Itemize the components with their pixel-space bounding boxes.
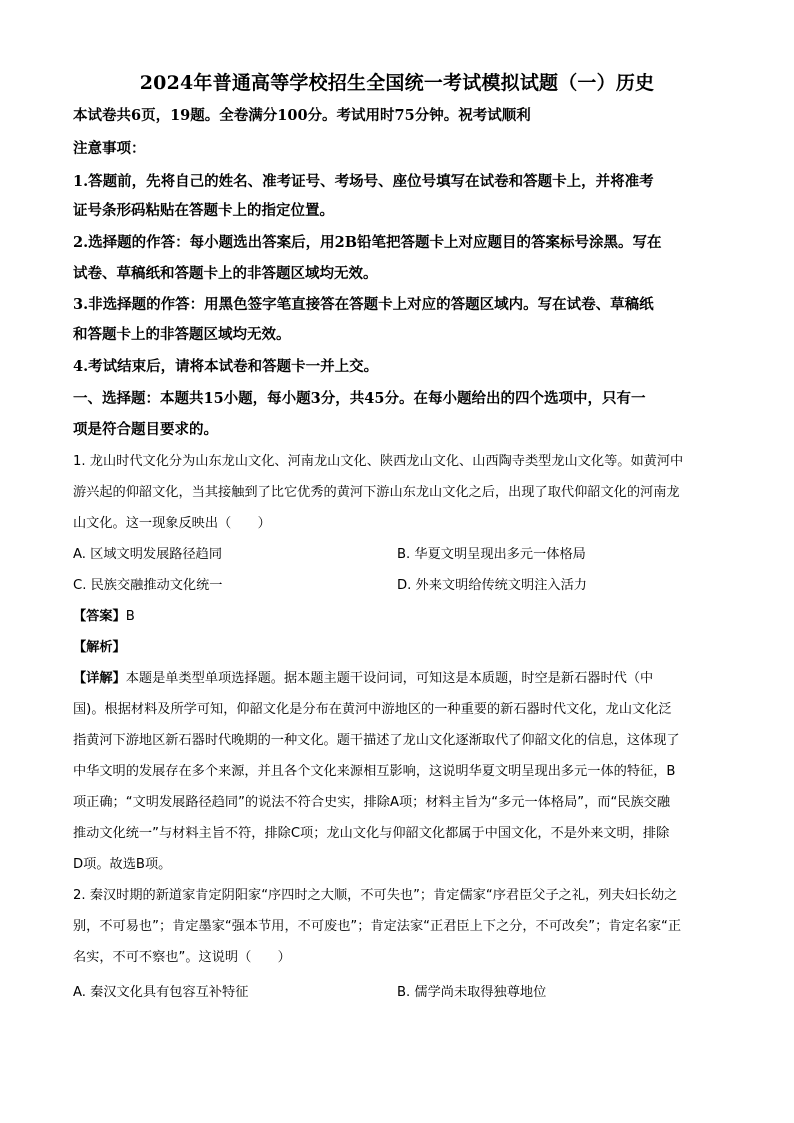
question-1-detail-line-2: 国)。根据材料及所学可知，仰韶文化是分布在黄河中游地区的一种重要的新石器时代文化，龙山文化泛: [73, 702, 672, 717]
answer-tag: 【答案】: [73, 609, 126, 624]
detail-text-1: 本题是单类型单项选择题。据本题主题干设问词，可知这是本质题，时空是新石器时代（中: [125, 671, 654, 686]
section-1-heading-line-2: 项是符合题目要求的。: [73, 421, 218, 438]
notice-2-line-2: 试卷、草稿纸和答题卡上的非答题区域均无效。: [73, 265, 378, 282]
page-title: 2024年普通高等学校招生全国统一考试模拟试题（一）历史: [139, 72, 655, 94]
question-2-stem-line-3: 名实，不可不察也”。这说明（ ）: [73, 950, 291, 965]
detail-tag: 【详解】: [73, 671, 126, 686]
question-1-detail-line-3: 指黄河下游地区新石器时代晚期的一种文化。题干描述了龙山文化逐渐取代了仰韶文化的信息，这体现了: [73, 733, 680, 748]
notice-1-line-1: 1.答题前，先将自己的姓名、准考证号、考场号、座位号填写在试卷和答题卡上，并将准考: [73, 173, 654, 190]
question-1-detail-line-4: 中华文明的发展存在多个来源，并且各个文化来源相互影响，这说明华夏文明呈现出多元一体的特征，B: [73, 764, 676, 779]
notice-3-line-2: 和答题卡上的非答题区域均无效。: [73, 326, 291, 343]
question-1-stem-line-2: 游兴起的仰韶文化，当其接触到了比它优秀的黄河下游山东龙山文化之后，出现了取代仰韶文化的河南龙: [73, 485, 680, 500]
question-1-option-b: B. 华夏文明呈现出多元一体格局: [397, 547, 586, 562]
notice-heading: 注意事项：: [73, 140, 146, 157]
question-1-stem-line-1: 1. 龙山时代文化分为山东龙山文化、河南龙山文化、陕西龙山文化、山西陶寺类型龙山文化等。如黄河中: [73, 454, 684, 469]
question-1-stem-line-3: 山文化。这一现象反映出（ ）: [73, 516, 271, 531]
analysis-tag: 【解析】: [73, 640, 126, 655]
answer-value: B: [125, 609, 135, 624]
notice-1-line-2: 证号条形码粘贴在答题卡上的指定位置。: [73, 202, 334, 219]
question-1-detail-line-7: D项。故选B项。: [73, 857, 172, 872]
question-1-analysis-tag: [73, 638, 728, 658]
question-1-option-c: C. 民族交融推动文化统一: [73, 578, 223, 593]
section-1-heading-line-1: 一、选择题：本题共15小题，每小题3分，共45分。在每小题给出的四个选项中，只有一: [73, 390, 646, 407]
question-1-option-a: A. 区域文明发展路径趋同: [73, 547, 223, 562]
question-2-option-b: B. 儒学尚未取得独尊地位: [397, 985, 547, 1000]
question-2-stem-line-2: 别，不可易也”；肯定墨家“强本节用，不可废也”；肯定法家“正君臣上下之分，不可改矣”；肯定名家“正: [73, 919, 682, 934]
question-2-option-a: A. 秦汉文化具有包容互补特征: [73, 985, 249, 1000]
question-1-option-d: D. 外来文明给传统文明注入活力: [397, 578, 587, 593]
notice-2-line-1: 2.选择题的作答：每小题选出答案后，用2B铅笔把答题卡上对应题目的答案标号涂黑。写在: [73, 234, 662, 251]
question-1-detail-line-6: 推动文化统一”与材料主旨不符，排除C项；龙山文化与仰韶文化都属于中国文化，不是外来文明，排除: [73, 826, 670, 841]
exam-intro: 本试卷共6页，19题。全卷满分100分。考试用时75分钟。祝考试顺利: [73, 107, 531, 124]
notice-4-line-1: 4.考试结束后，请将本试卷和答题卡一并上交。: [73, 358, 379, 375]
question-1-detail-line-1: [73, 669, 728, 689]
question-1-answer: [73, 607, 728, 627]
question-1-detail-line-5: 项正确；“文明发展路径趋同”的说法不符合史实，排除A项；材料主旨为“多元一体格局”，而“民族交融: [73, 795, 671, 810]
question-2-stem-line-1: 2. 秦汉时期的新道家肯定阴阳家“序四时之大顺，不可失也”；肯定儒家“序君臣父子之礼，列夫妇长幼之: [73, 888, 678, 903]
notice-3-line-1: 3.非选择题的作答：用黑色签字笔直接答在答题卡上对应的答题区域内。写在试卷、草稿纸: [73, 296, 654, 313]
